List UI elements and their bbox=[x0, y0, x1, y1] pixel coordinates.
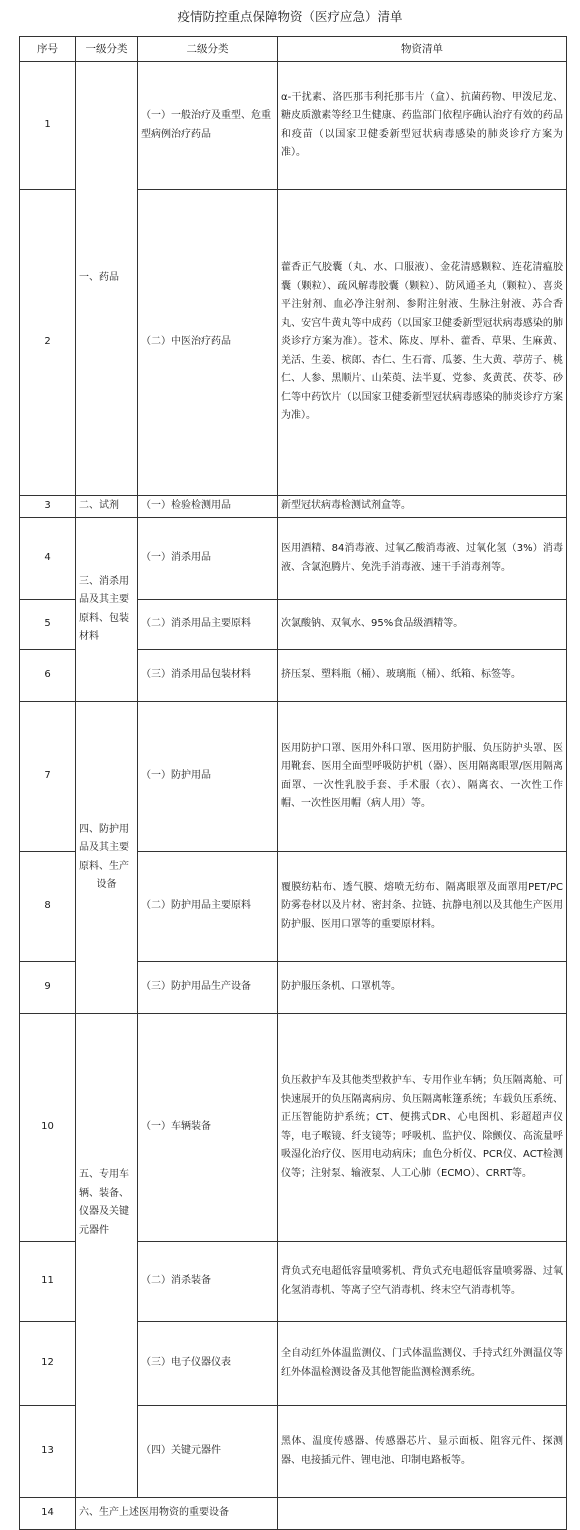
item-list: 覆膜纺粘布、透气膜、熔喷无纺布、隔离眼罩及面罩用PET/PC防雾卷材以及片材、密封条、拉链、抗静电剂以及其他生产医用防护服、医用口罩等的重要原材料。 bbox=[278, 852, 567, 962]
item-list: 医用防护口罩、医用外科口罩、医用防护服、负压防护头罩、医用靴套、医用全面型呼吸防护机（器）、医用隔离眼罩/医用隔离面罩、一次性乳胶手套、手术服（衣）、隔离衣、一次性工作帽、一次性医用帽（病人用）等。 bbox=[278, 702, 567, 852]
row-seq: 7 bbox=[20, 702, 76, 852]
row-seq: 1 bbox=[20, 62, 76, 190]
row-seq: 4 bbox=[20, 518, 76, 600]
level2-category: （一）检验检测用品 bbox=[138, 496, 278, 518]
header-seq: 序号 bbox=[20, 37, 76, 62]
item-list: 全自动红外体温监测仪、门式体温监测仪、手持式红外测温仪等红外体温检测设备及其他智能监测检测系统。 bbox=[278, 1322, 567, 1406]
header-level1: 一级分类 bbox=[76, 37, 138, 62]
level2-category: （一）防护用品 bbox=[138, 702, 278, 852]
level1-line: 原料、生产 bbox=[79, 860, 129, 872]
row-seq: 12 bbox=[20, 1322, 76, 1406]
level2-category: （三）电子仪器仪表 bbox=[138, 1322, 278, 1406]
item-list: 负压救护车及其他类型救护车、专用作业车辆；负压隔离舱、可快速展开的负压隔离病房、负压隔离帐篷系统；车载负压系统、正压智能防护系统；CT、便携式DR、心电图机、彩超超声仪等，电子喉镜、纤支镜等；呼吸机、监护仪、除颤仪、高流量呼吸湿化治疗仪、医用电动病床；血色分析仪、PCR仪、ACT检测仪等；注射泵、输液泵、人工心肺（ECMO）、CRRT等。 bbox=[278, 1014, 567, 1242]
level1-line: 材料 bbox=[79, 631, 99, 642]
level1-line: 品及其主要 bbox=[79, 594, 129, 605]
item-list: 挤压泵、塑料瓶（桶）、玻璃瓶（桶）、纸箱、标签等。 bbox=[278, 650, 567, 702]
level1-category bbox=[76, 702, 138, 1014]
level2-category: （二）消杀装备 bbox=[138, 1242, 278, 1322]
item-list bbox=[278, 1498, 567, 1530]
row-seq: 8 bbox=[20, 852, 76, 962]
level1-line: 辆、装备、 bbox=[79, 1187, 129, 1199]
level2-category: （一）一般治疗及重型、危重型病例治疗药品 bbox=[138, 62, 278, 190]
item-list: 新型冠状病毒检测试剂盒等。 bbox=[278, 496, 567, 518]
level1-category bbox=[76, 518, 138, 702]
row-seq: 2 bbox=[20, 190, 76, 496]
level2-category: （四）关键元器件 bbox=[138, 1406, 278, 1498]
row-seq: 14 bbox=[20, 1498, 76, 1530]
level1-line: 元器件 bbox=[79, 1224, 109, 1236]
level1-line: 仪器及关键 bbox=[79, 1206, 129, 1217]
document-title: 疫情防控重点保障物资（医疗应急）清单 bbox=[177, 9, 403, 24]
level1-category: 一、药品 bbox=[76, 62, 138, 496]
row-seq: 13 bbox=[20, 1406, 76, 1498]
supplies-table bbox=[19, 36, 567, 1530]
level1-line: 设备 bbox=[96, 879, 117, 890]
level2-category: （二）中医治疗药品 bbox=[138, 190, 278, 496]
row-seq: 5 bbox=[20, 600, 76, 650]
level2-category: （二）防护用品主要原料 bbox=[138, 852, 278, 962]
level2-category: （三）防护用品生产设备 bbox=[138, 962, 278, 1014]
table-row bbox=[20, 1498, 567, 1530]
table-header-row bbox=[20, 37, 567, 62]
table-row bbox=[20, 62, 567, 190]
item-list: 黑体、温度传感器、传感器芯片、显示面板、阻容元件、探测器、电接插元件、锂电池、印制电路板等。 bbox=[278, 1406, 567, 1498]
row-seq: 11 bbox=[20, 1242, 76, 1322]
row-seq: 3 bbox=[20, 496, 76, 518]
row-seq: 6 bbox=[20, 650, 76, 702]
level1-category: 二、试剂 bbox=[76, 496, 138, 518]
item-list: 背负式充电超低容量喷雾机、背负式充电超低容量喷雾器、过氧化氢消毒机、等离子空气消毒机、终末空气消毒机等。 bbox=[278, 1242, 567, 1322]
item-list: 防护服压条机、口罩机等。 bbox=[278, 962, 567, 1014]
table-row bbox=[20, 702, 567, 852]
level1-line: 四、防护用 bbox=[79, 823, 129, 835]
header-level2: 二级分类 bbox=[138, 37, 278, 62]
level2-category: （三）消杀用品包装材料 bbox=[138, 650, 278, 702]
level1-line: 三、消杀用 bbox=[79, 575, 129, 587]
level1-line: 品及其主要 bbox=[79, 842, 129, 853]
table-row bbox=[20, 496, 567, 518]
level2-category: （一）消杀用品 bbox=[138, 518, 278, 600]
header-items: 物资清单 bbox=[278, 37, 567, 62]
row-seq: 9 bbox=[20, 962, 76, 1014]
table-row bbox=[20, 518, 567, 600]
level2-category: （二）消杀用品主要原料 bbox=[138, 600, 278, 650]
row-seq: 10 bbox=[20, 1014, 76, 1242]
level1-line: 五、专用车 bbox=[79, 1169, 129, 1180]
level1-category bbox=[76, 1014, 138, 1498]
item-list: α-干扰素、洛匹那韦利托那韦片（盒）、抗菌药物、甲泼尼龙、糖皮质激素等经卫生健康、药监部门依程序确认治疗有效的药品和疫苗（以国家卫健委新型冠状病毒感染的肺炎诊疗方案为准）。 bbox=[278, 62, 567, 190]
item-list: 医用酒精、84消毒液、过氧乙酸消毒液、过氧化氢（3%）消毒液、含氯泡腾片、免洗手消毒液、速干手消毒剂等。 bbox=[278, 518, 567, 600]
level2-category: （一）车辆装备 bbox=[138, 1014, 278, 1242]
level1-category: 六、生产上述医用物资的重要设备 bbox=[76, 1498, 278, 1530]
item-list: 藿香正气胶囊（丸、水、口服液）、金花清感颗粒、连花清瘟胶囊（颗粒）、疏风解毒胶囊（颗粒）、防风通圣丸（颗粒）、喜炎平注射剂、血必净注射剂、参附注射液、生脉注射液、苏合香丸、安宫牛黄丸等中成药（以国家卫健委新型冠状病毒感染的肺炎诊疗方案为准）。苍术、陈皮、厚朴、藿香、草果、生麻黄、羌活、生姜、槟郎、杏仁、生石膏、瓜蒌、生大黄、葶苈子、桃仁、人参、黑顺片、山茱萸、法半夏、党参、炙黄芪、茯苓、砂仁等中药饮片（以国家卫健委新型冠状病毒感染的肺炎诊疗方案为准）。 bbox=[278, 190, 567, 496]
item-list: 次氯酸钠、双氧水、95%食品级酒精等。 bbox=[278, 600, 567, 650]
table-row bbox=[20, 1014, 567, 1242]
level1-line: 原料、包装 bbox=[79, 612, 129, 624]
